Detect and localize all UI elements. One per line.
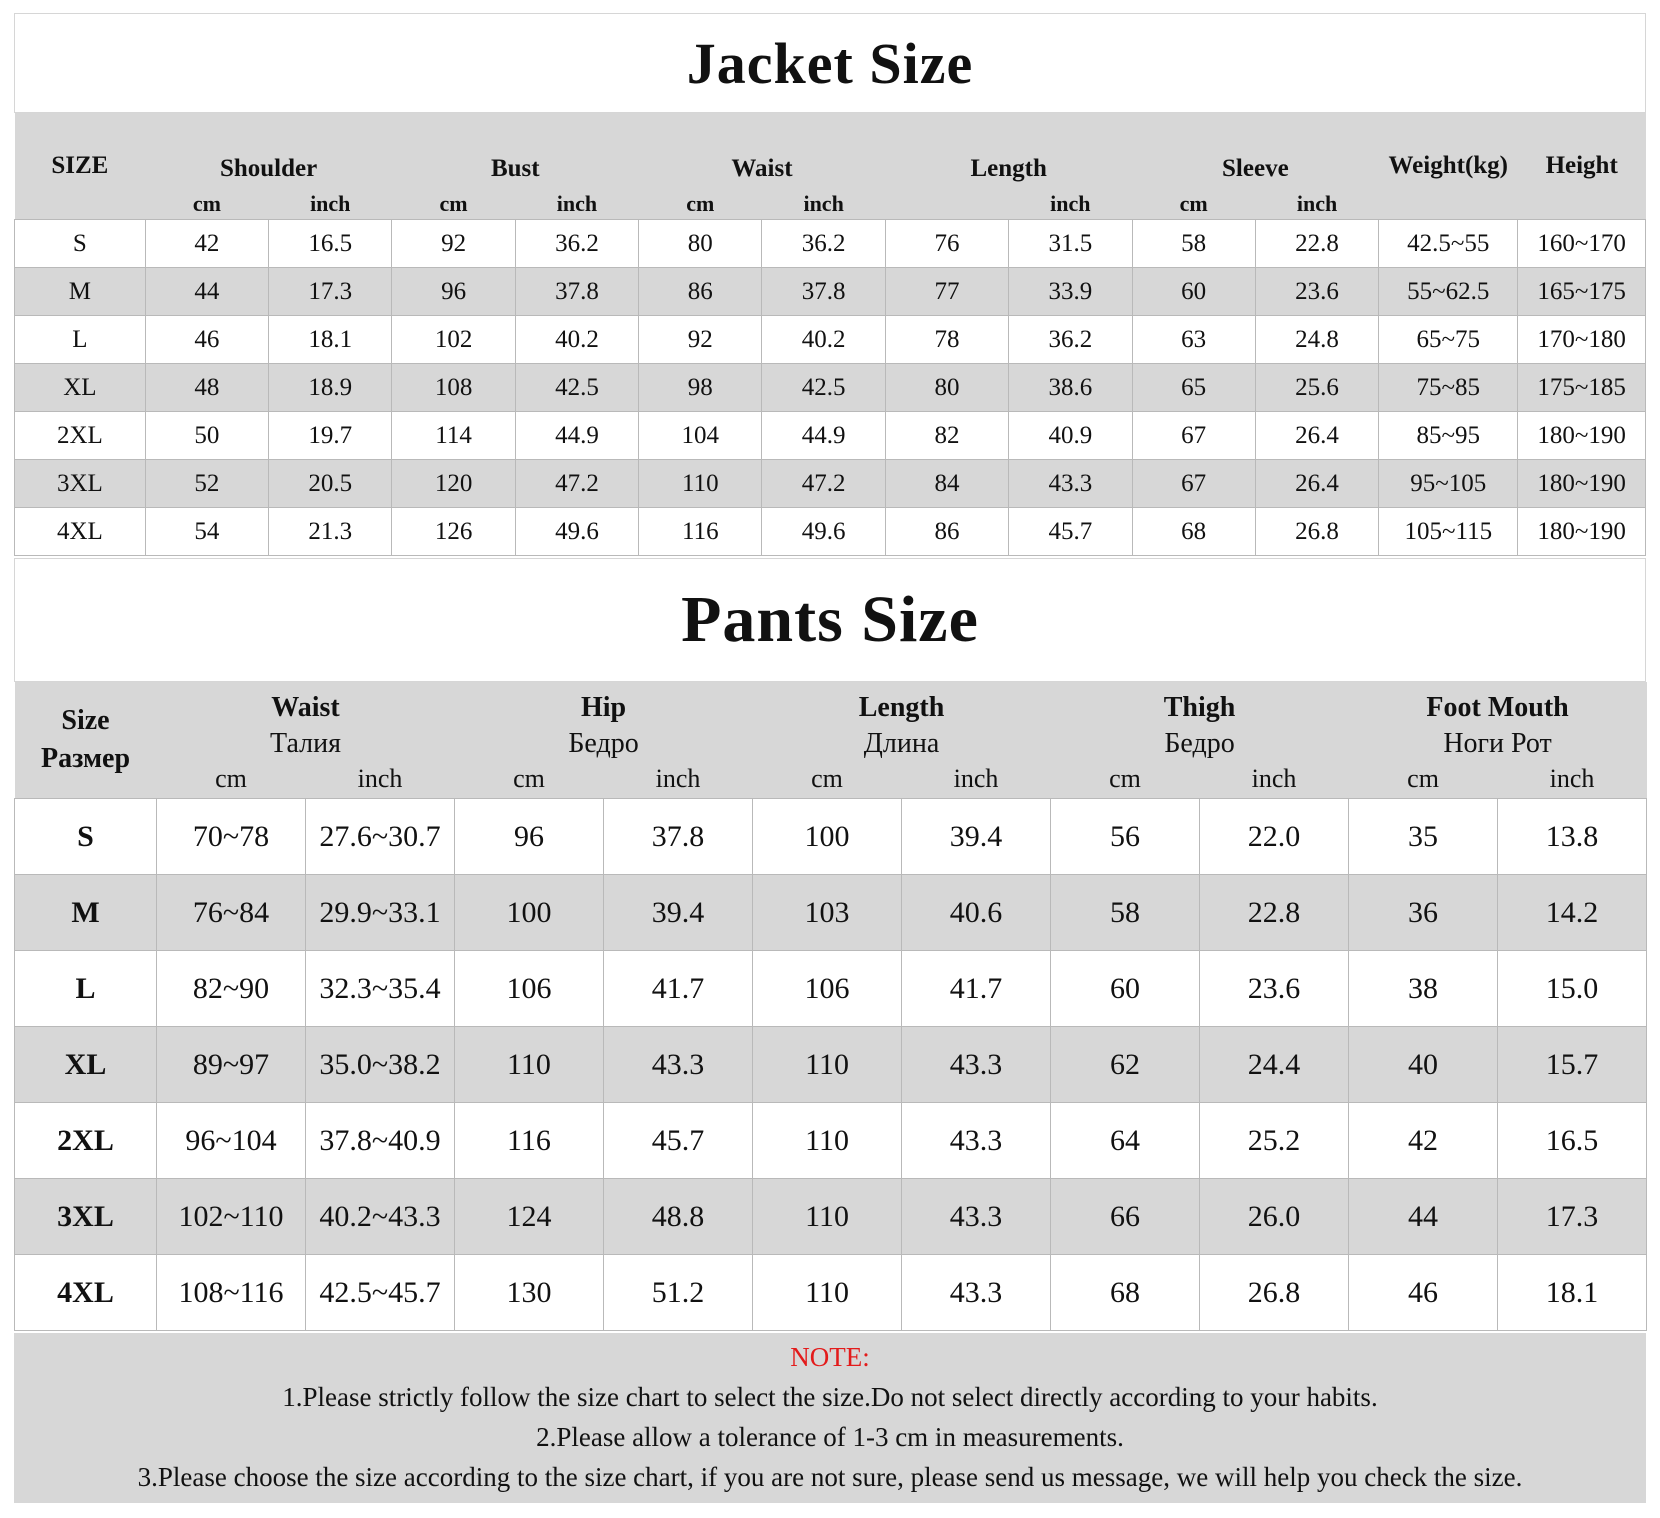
table-row: [15, 799, 1647, 875]
table-cell: 114: [392, 412, 515, 460]
table-cell: 42: [145, 220, 268, 268]
pants-group-header-ru: Длина: [753, 724, 1051, 764]
size-cell: XL: [15, 1027, 157, 1103]
jacket-group-header: Shoulder: [145, 113, 392, 191]
table-cell: 22.0: [1200, 799, 1349, 875]
table-cell: 68: [1051, 1255, 1200, 1331]
table-cell: 19.7: [269, 412, 392, 460]
size-cell: 4XL: [15, 508, 146, 556]
table-cell: 40.6: [902, 875, 1051, 951]
pants-unit-header: cm: [753, 764, 902, 799]
size-cell: XL: [15, 364, 146, 412]
pants-size-title: Pants Size: [14, 558, 1646, 682]
table-cell: 37.8~40.9: [306, 1103, 455, 1179]
table-cell: 44.9: [762, 412, 885, 460]
table-cell: 116: [639, 508, 762, 556]
table-cell: 65: [1132, 364, 1255, 412]
jacket-table-body: [15, 220, 1646, 556]
table-cell: 36.2: [515, 220, 638, 268]
table-row: [15, 220, 1646, 268]
table-cell: 15.0: [1498, 951, 1647, 1027]
table-row: [15, 951, 1647, 1027]
table-cell: 42.5: [515, 364, 638, 412]
pants-size-label-ru: Размер: [40, 743, 131, 774]
table-cell: 82~90: [157, 951, 306, 1027]
table-cell: 44: [1349, 1179, 1498, 1255]
table-cell: 40.2~43.3: [306, 1179, 455, 1255]
table-cell: 36: [1349, 875, 1498, 951]
table-cell: 180~190: [1518, 412, 1646, 460]
jacket-unit-header: [885, 191, 1008, 220]
table-cell: 103: [753, 875, 902, 951]
table-cell: 126: [392, 508, 515, 556]
size-cell: 3XL: [15, 460, 146, 508]
table-cell: 96~104: [157, 1103, 306, 1179]
table-cell: 42.5~55: [1379, 220, 1518, 268]
table-cell: 84: [885, 460, 1008, 508]
table-cell: 92: [639, 316, 762, 364]
size-cell: M: [15, 875, 157, 951]
table-cell: 108: [392, 364, 515, 412]
table-row: [15, 364, 1646, 412]
pants-size-header: [15, 682, 157, 799]
table-cell: 41.7: [902, 951, 1051, 1027]
table-cell: 40: [1349, 1027, 1498, 1103]
jacket-group-header: Waist: [639, 113, 886, 191]
jacket-unit-header: inch: [269, 191, 392, 220]
jacket-size-header: SIZE: [15, 113, 146, 220]
table-row: [15, 508, 1646, 556]
jacket-group-header: Bust: [392, 113, 639, 191]
table-cell: 36.2: [762, 220, 885, 268]
table-cell: 66: [1051, 1179, 1200, 1255]
table-cell: 175~185: [1518, 364, 1646, 412]
table-cell: 48.8: [604, 1179, 753, 1255]
table-cell: 100: [455, 875, 604, 951]
table-cell: 18.1: [269, 316, 392, 364]
table-cell: 55~62.5: [1379, 268, 1518, 316]
pants-size-label: Size: [61, 705, 110, 736]
table-cell: 110: [455, 1027, 604, 1103]
table-cell: 60: [1051, 951, 1200, 1027]
table-cell: 130: [455, 1255, 604, 1331]
table-cell: 110: [753, 1103, 902, 1179]
table-row: [15, 268, 1646, 316]
pants-group-header-ru: Бедро: [455, 724, 753, 764]
table-cell: 58: [1051, 875, 1200, 951]
table-cell: 96: [392, 268, 515, 316]
table-row: [15, 316, 1646, 364]
table-cell: 62: [1051, 1027, 1200, 1103]
table-cell: 180~190: [1518, 508, 1646, 556]
table-cell: 20.5: [269, 460, 392, 508]
table-cell: 95~105: [1379, 460, 1518, 508]
table-cell: 108~116: [157, 1255, 306, 1331]
table-cell: 45.7: [1009, 508, 1132, 556]
table-row: [15, 1027, 1647, 1103]
table-cell: 24.8: [1255, 316, 1378, 364]
table-cell: 42: [1349, 1103, 1498, 1179]
table-row: [15, 1103, 1647, 1179]
table-cell: 38.6: [1009, 364, 1132, 412]
pants-group-header-ru: Бедро: [1051, 724, 1349, 764]
table-cell: 32.3~35.4: [306, 951, 455, 1027]
table-cell: 43.3: [1009, 460, 1132, 508]
table-cell: 110: [753, 1179, 902, 1255]
table-cell: 65~75: [1379, 316, 1518, 364]
table-cell: 43.3: [902, 1255, 1051, 1331]
table-cell: 60: [1132, 268, 1255, 316]
table-cell: 106: [455, 951, 604, 1027]
notes-section: [14, 1333, 1646, 1503]
table-cell: 25.6: [1255, 364, 1378, 412]
table-cell: 105~115: [1379, 508, 1518, 556]
table-cell: 48: [145, 364, 268, 412]
table-cell: 26.8: [1255, 508, 1378, 556]
table-cell: 24.4: [1200, 1027, 1349, 1103]
table-cell: 40.2: [762, 316, 885, 364]
table-cell: 23.6: [1255, 268, 1378, 316]
table-cell: 18.9: [269, 364, 392, 412]
pants-unit-header: inch: [306, 764, 455, 799]
table-row: [15, 1255, 1647, 1331]
table-row: [15, 412, 1646, 460]
size-cell: M: [15, 268, 146, 316]
table-cell: 49.6: [762, 508, 885, 556]
table-cell: 40.9: [1009, 412, 1132, 460]
table-cell: 38: [1349, 951, 1498, 1027]
table-cell: 37.8: [515, 268, 638, 316]
table-cell: 58: [1132, 220, 1255, 268]
jacket-size-table: [14, 113, 1646, 556]
table-cell: 21.3: [269, 508, 392, 556]
pants-unit-header: cm: [1349, 764, 1498, 799]
table-cell: 52: [145, 460, 268, 508]
pants-unit-header: inch: [1200, 764, 1349, 799]
size-cell: L: [15, 951, 157, 1027]
table-cell: 76: [885, 220, 1008, 268]
table-cell: 14.2: [1498, 875, 1647, 951]
jacket-unit-header: cm: [145, 191, 268, 220]
table-cell: 110: [753, 1255, 902, 1331]
table-cell: 110: [639, 460, 762, 508]
table-cell: 64: [1051, 1103, 1200, 1179]
notes-title: NOTE:: [790, 1342, 870, 1372]
pants-table-body: [15, 799, 1647, 1331]
table-cell: 104: [639, 412, 762, 460]
note-line: 1.Please strictly follow the size chart to select the size.Do not select directly according to your habits.: [282, 1382, 1378, 1412]
table-cell: 39.4: [902, 799, 1051, 875]
table-cell: 165~175: [1518, 268, 1646, 316]
table-cell: 43.3: [902, 1103, 1051, 1179]
table-cell: 78: [885, 316, 1008, 364]
table-cell: 47.2: [762, 460, 885, 508]
jacket-height-header: Height: [1518, 113, 1646, 220]
table-cell: 116: [455, 1103, 604, 1179]
table-cell: 170~180: [1518, 316, 1646, 364]
pants-size-table: [14, 682, 1647, 1331]
table-cell: 44: [145, 268, 268, 316]
table-cell: 124: [455, 1179, 604, 1255]
table-cell: 43.3: [902, 1179, 1051, 1255]
table-row: [15, 460, 1646, 508]
pants-group-header: Thigh: [1051, 682, 1349, 724]
table-cell: 98: [639, 364, 762, 412]
table-cell: 67: [1132, 412, 1255, 460]
table-cell: 56: [1051, 799, 1200, 875]
jacket-weight-header: Weight(kg): [1379, 113, 1518, 220]
table-cell: 35.0~38.2: [306, 1027, 455, 1103]
table-cell: 26.4: [1255, 460, 1378, 508]
table-cell: 49.6: [515, 508, 638, 556]
table-cell: 40.2: [515, 316, 638, 364]
table-cell: 37.8: [604, 799, 753, 875]
table-cell: 76~84: [157, 875, 306, 951]
table-cell: 29.9~33.1: [306, 875, 455, 951]
size-cell: 3XL: [15, 1179, 157, 1255]
pants-unit-header: cm: [455, 764, 604, 799]
table-cell: 43.3: [902, 1027, 1051, 1103]
table-cell: 17.3: [1498, 1179, 1647, 1255]
table-cell: 102~110: [157, 1179, 306, 1255]
pants-unit-header: cm: [157, 764, 306, 799]
table-cell: 33.9: [1009, 268, 1132, 316]
pants-group-header: Foot Mouth: [1349, 682, 1647, 724]
table-cell: 180~190: [1518, 460, 1646, 508]
table-cell: 92: [392, 220, 515, 268]
table-cell: 75~85: [1379, 364, 1518, 412]
note-line: 3.Please choose the size according to the size chart, if you are not sure, please send us message, we will help you check the size.: [137, 1462, 1523, 1492]
table-cell: 26.4: [1255, 412, 1378, 460]
pants-group-header-ru: Ноги Рот: [1349, 724, 1647, 764]
pants-group-header: Waist: [157, 682, 455, 724]
table-cell: 68: [1132, 508, 1255, 556]
jacket-size-title: Jacket Size: [14, 13, 1646, 113]
pants-group-header: Length: [753, 682, 1051, 724]
table-cell: 26.8: [1200, 1255, 1349, 1331]
size-cell: L: [15, 316, 146, 364]
table-cell: 120: [392, 460, 515, 508]
size-cell: 2XL: [15, 412, 146, 460]
table-cell: 86: [885, 508, 1008, 556]
pants-unit-header: inch: [902, 764, 1051, 799]
table-cell: 35: [1349, 799, 1498, 875]
jacket-group-header: Length: [885, 113, 1132, 191]
table-row: [15, 1179, 1647, 1255]
size-cell: S: [15, 220, 146, 268]
table-cell: 42.5: [762, 364, 885, 412]
table-cell: 80: [885, 364, 1008, 412]
table-cell: 82: [885, 412, 1008, 460]
jacket-unit-header: cm: [639, 191, 762, 220]
table-cell: 77: [885, 268, 1008, 316]
jacket-group-header: Sleeve: [1132, 113, 1379, 191]
table-cell: 63: [1132, 316, 1255, 364]
jacket-unit-header: inch: [515, 191, 638, 220]
table-cell: 43.3: [604, 1027, 753, 1103]
table-cell: 54: [145, 508, 268, 556]
size-cell: 4XL: [15, 1255, 157, 1331]
pants-unit-header: inch: [604, 764, 753, 799]
table-cell: 106: [753, 951, 902, 1027]
jacket-unit-header: cm: [1132, 191, 1255, 220]
pants-unit-header: inch: [1498, 764, 1647, 799]
table-cell: 42.5~45.7: [306, 1255, 455, 1331]
table-cell: 22.8: [1255, 220, 1378, 268]
table-cell: 67: [1132, 460, 1255, 508]
table-cell: 16.5: [269, 220, 392, 268]
table-cell: 17.3: [269, 268, 392, 316]
pants-group-header-ru: Талия: [157, 724, 455, 764]
table-cell: 85~95: [1379, 412, 1518, 460]
table-cell: 25.2: [1200, 1103, 1349, 1179]
table-cell: 18.1: [1498, 1255, 1647, 1331]
table-cell: 51.2: [604, 1255, 753, 1331]
table-cell: 36.2: [1009, 316, 1132, 364]
table-cell: 50: [145, 412, 268, 460]
table-cell: 86: [639, 268, 762, 316]
table-cell: 100: [753, 799, 902, 875]
size-cell: S: [15, 799, 157, 875]
table-cell: 47.2: [515, 460, 638, 508]
table-cell: 15.7: [1498, 1027, 1647, 1103]
table-cell: 45.7: [604, 1103, 753, 1179]
table-cell: 46: [1349, 1255, 1498, 1331]
pants-unit-header: cm: [1051, 764, 1200, 799]
table-cell: 46: [145, 316, 268, 364]
jacket-unit-header: inch: [1009, 191, 1132, 220]
table-cell: 26.0: [1200, 1179, 1349, 1255]
table-cell: 31.5: [1009, 220, 1132, 268]
table-cell: 22.8: [1200, 875, 1349, 951]
table-cell: 70~78: [157, 799, 306, 875]
table-cell: 89~97: [157, 1027, 306, 1103]
table-cell: 80: [639, 220, 762, 268]
table-cell: 16.5: [1498, 1103, 1647, 1179]
size-cell: 2XL: [15, 1103, 157, 1179]
table-cell: 102: [392, 316, 515, 364]
table-cell: 23.6: [1200, 951, 1349, 1027]
table-cell: 96: [455, 799, 604, 875]
table-cell: 37.8: [762, 268, 885, 316]
table-cell: 41.7: [604, 951, 753, 1027]
table-cell: 13.8: [1498, 799, 1647, 875]
pants-group-header: Hip: [455, 682, 753, 724]
table-row: [15, 875, 1647, 951]
note-line: 2.Please allow a tolerance of 1-3 cm in measurements.: [536, 1422, 1124, 1452]
table-cell: 110: [753, 1027, 902, 1103]
table-cell: 27.6~30.7: [306, 799, 455, 875]
table-cell: 44.9: [515, 412, 638, 460]
jacket-unit-header: inch: [762, 191, 885, 220]
jacket-unit-header: inch: [1255, 191, 1378, 220]
table-cell: 39.4: [604, 875, 753, 951]
table-cell: 160~170: [1518, 220, 1646, 268]
jacket-unit-header: cm: [392, 191, 515, 220]
